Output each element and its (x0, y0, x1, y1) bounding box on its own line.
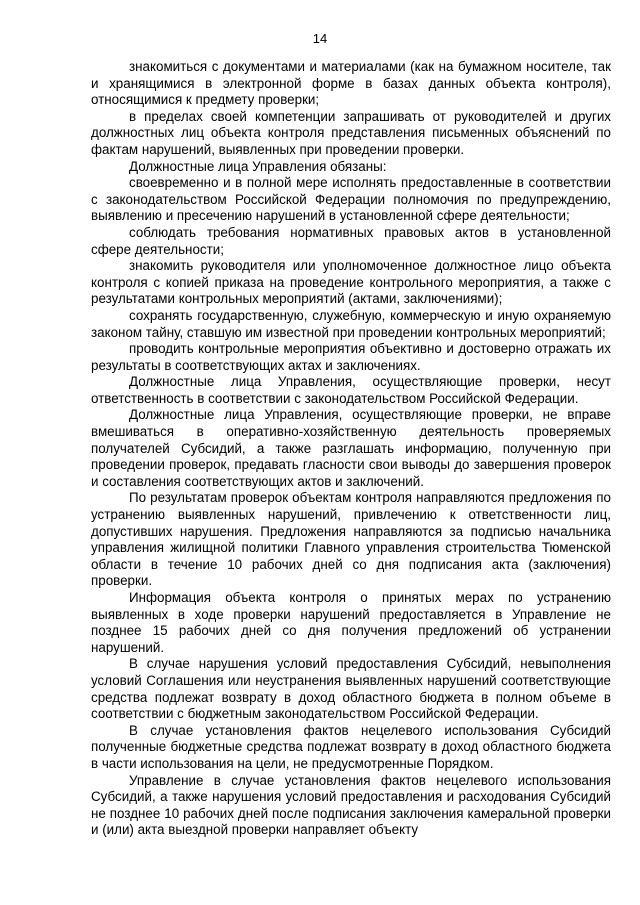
paragraph: соблюдать требования нормативных правовых актов в установленной сфере деятельности; (91, 224, 611, 257)
paragraph: Должностные лица Управления, осуществляющие проверки, не вправе вмешиваться в оперативно-хозяйственную деятельность проверяемых получателей Субсидий, а также разглашать информацию, полученную при проведении проверок, предавать гласности свои выводы до завершения проверок и составления соответствующих актов и заключений. (91, 407, 611, 489)
page-number: 14 (312, 31, 328, 46)
paragraph: Должностные лица Управления, осуществляющие проверки, несут ответственность в соответствии с законодательством Российской Федерации. (91, 374, 611, 406)
paragraph: в пределах своей компетенции запрашивать от руководителей и других должностных лиц объекта контроля представления письменных объяснений по фактам нарушений, выявленных при проведении проверки. (91, 108, 611, 157)
paragraph: Должностные лица Управления обязаны: (129, 158, 387, 174)
paragraph: Информация объекта контроля о принятых мерах по устранению выявленных в ходе проверки нарушений предоставляется в Управление не позднее 15 рабочих дней со дня получения предложений об устранении нарушений. (91, 590, 611, 655)
paragraph: проводить контрольные мероприятия объективно и достоверно отражать их результаты в соответствующих актах и заключениях. (91, 341, 611, 373)
paragraph: По результатам проверок объектам контроля направляются предложения по устранению выявленных нарушений, привлечению к ответственности лиц, допустивших нарушения. Предложения направляются за подписью начальника управления жилищной политики Главного управления строительства Тюменской области в течение 10 рабочих дней со дня подписания акта (заключения) проверки. (91, 490, 611, 589)
paragraph: сохранять государственную, служебную, коммерческую и иную охраняемую законом тайну, ставшую им известной при проведении контрольных мероприятий; (91, 307, 611, 340)
paragraph: В случае установления фактов нецелевого использования Субсидий полученные бюджетные средства подлежат возврату в доход областного бюджета в части использования на цели, не предусмотренные Порядком. (91, 722, 611, 771)
document-body (91, 59, 611, 839)
paragraph: Управление в случае установления фактов нецелевого использования Субсидий, а также нарушения условий предоставления и расходования Субсидий не позднее 10 рабочих дней после подписания заключения камеральной проверки и (или) акта выездной проверки направляет объекту (91, 772, 611, 838)
paragraph: знакомить руководителя или уполномоченное должностное лицо объекта контроля с копией приказа на проведение контрольного мероприятия, а также с результатами контрольных мероприятий (актами, заключениями); (91, 258, 611, 307)
paragraph: В случае нарушения условий предоставления Субсидий, невыполнения условий Соглашения или неустранения выявленных нарушений соответствующие средства подлежат возврату в доход областного бюджета в полном объеме в соответствии с бюджетным законодательством Российской Федерации. (91, 656, 611, 722)
paragraph: своевременно и в полной мере исполнять предоставленные в соответствии с законодательством Российской Федерации полномочия по предупреждению, выявлению и пресечению нарушений в установленной сфере деятельности; (91, 175, 611, 224)
paragraph: знакомиться с документами и материалами (как на бумажном носителе, так и хранящимися в электронной форме в базах данных объекта контроля), относящимися к предмету проверки; (91, 59, 611, 108)
